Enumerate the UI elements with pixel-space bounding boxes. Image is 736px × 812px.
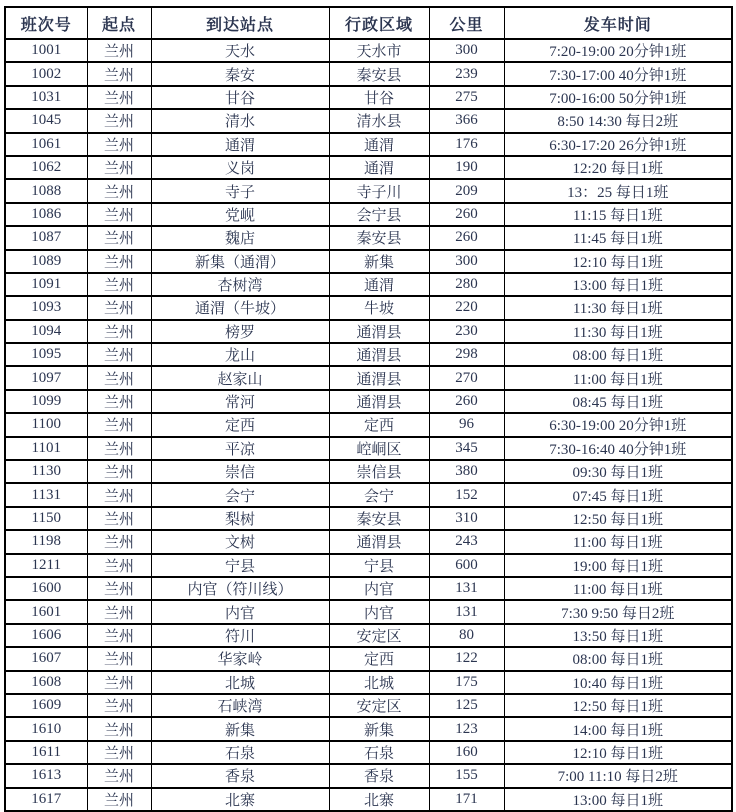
route-number-cell: 1099 — [5, 390, 87, 413]
departure-time-cell: 11:30 每日1班 — [504, 296, 732, 319]
origin-cell: 兰州 — [87, 530, 151, 553]
region-cell: 内官 — [329, 600, 429, 623]
region-cell: 通渭县 — [329, 366, 429, 389]
origin-cell: 兰州 — [87, 647, 151, 670]
distance-km-cell: 152 — [429, 483, 504, 506]
departure-time-cell: 08:00 每日1班 — [504, 343, 732, 366]
table-row — [5, 133, 732, 156]
origin-cell: 兰州 — [87, 390, 151, 413]
region-cell: 寺子川 — [329, 179, 429, 202]
distance-km-cell: 243 — [429, 530, 504, 553]
table-row — [5, 39, 732, 62]
origin-cell: 兰州 — [87, 296, 151, 319]
table-row — [5, 366, 732, 389]
origin-cell: 兰州 — [87, 250, 151, 273]
departure-time-cell: 6:30-17:20 26分钟1班 — [504, 133, 732, 156]
table-row — [5, 156, 732, 179]
distance-km-cell: 310 — [429, 507, 504, 530]
route-number-cell: 1198 — [5, 530, 87, 553]
route-number-cell: 1088 — [5, 179, 87, 202]
origin-cell: 兰州 — [87, 343, 151, 366]
origin-cell: 兰州 — [87, 717, 151, 740]
route-number-cell: 1091 — [5, 273, 87, 296]
departure-time-cell: 12:20 每日1班 — [504, 156, 732, 179]
route-number-cell: 1611 — [5, 741, 87, 764]
origin-cell: 兰州 — [87, 460, 151, 483]
table-row — [5, 320, 732, 343]
route-number-cell: 1609 — [5, 694, 87, 717]
route-number-cell: 1031 — [5, 86, 87, 109]
table-row — [5, 788, 732, 811]
table-row — [5, 226, 732, 249]
destination-cell: 通渭（牛坡） — [151, 296, 329, 319]
destination-cell: 梨树 — [151, 507, 329, 530]
region-cell: 通渭县 — [329, 530, 429, 553]
distance-km-cell: 600 — [429, 554, 504, 577]
destination-cell: 平凉 — [151, 437, 329, 460]
table-row — [5, 250, 732, 273]
region-cell: 崇信县 — [329, 460, 429, 483]
header-distance-km: 公里 — [429, 7, 504, 39]
table-row — [5, 437, 732, 460]
route-number-cell: 1608 — [5, 671, 87, 694]
distance-km-cell: 125 — [429, 694, 504, 717]
origin-cell: 兰州 — [87, 62, 151, 85]
distance-km-cell: 190 — [429, 156, 504, 179]
origin-cell: 兰州 — [87, 320, 151, 343]
route-number-cell: 1101 — [5, 437, 87, 460]
departure-time-cell: 14:00 每日1班 — [504, 717, 732, 740]
departure-time-cell: 7:30 9:50 每日2班 — [504, 600, 732, 623]
distance-km-cell: 239 — [429, 62, 504, 85]
route-number-cell: 1130 — [5, 460, 87, 483]
region-cell: 通渭县 — [329, 343, 429, 366]
distance-km-cell: 160 — [429, 741, 504, 764]
distance-km-cell: 131 — [429, 577, 504, 600]
origin-cell: 兰州 — [87, 86, 151, 109]
destination-cell: 华家岭 — [151, 647, 329, 670]
table-row — [5, 600, 732, 623]
departure-time-cell: 09:30 每日1班 — [504, 460, 732, 483]
distance-km-cell: 260 — [429, 390, 504, 413]
departure-time-cell: 11:15 每日1班 — [504, 203, 732, 226]
destination-cell: 新集 — [151, 717, 329, 740]
region-cell: 内官 — [329, 577, 429, 600]
header-departure-time: 发车时间 — [504, 7, 732, 39]
bus-schedule-container — [4, 6, 731, 812]
region-cell: 秦安县 — [329, 507, 429, 530]
origin-cell: 兰州 — [87, 764, 151, 787]
departure-time-cell: 19:00 每日1班 — [504, 554, 732, 577]
distance-km-cell: 280 — [429, 273, 504, 296]
departure-time-cell: 12:10 每日1班 — [504, 741, 732, 764]
departure-time-cell: 7:30-16:40 40分钟1班 — [504, 437, 732, 460]
departure-time-cell: 13:00 每日1班 — [504, 273, 732, 296]
route-number-cell: 1087 — [5, 226, 87, 249]
table-row — [5, 179, 732, 202]
destination-cell: 会宁 — [151, 483, 329, 506]
destination-cell: 石泉 — [151, 741, 329, 764]
destination-cell: 常河 — [151, 390, 329, 413]
table-row — [5, 717, 732, 740]
distance-km-cell: 171 — [429, 788, 504, 811]
departure-time-cell: 7:30-17:00 40分钟1班 — [504, 62, 732, 85]
distance-km-cell: 155 — [429, 764, 504, 787]
table-row — [5, 507, 732, 530]
origin-cell: 兰州 — [87, 226, 151, 249]
departure-time-cell: 11:00 每日1班 — [504, 366, 732, 389]
route-number-cell: 1095 — [5, 343, 87, 366]
route-number-cell: 1613 — [5, 764, 87, 787]
destination-cell: 龙山 — [151, 343, 329, 366]
distance-km-cell: 96 — [429, 413, 504, 436]
departure-time-cell: 11:00 每日1班 — [504, 530, 732, 553]
origin-cell: 兰州 — [87, 694, 151, 717]
table-row — [5, 62, 732, 85]
table-row — [5, 694, 732, 717]
distance-km-cell: 275 — [429, 86, 504, 109]
region-cell: 安定区 — [329, 694, 429, 717]
destination-cell: 寺子 — [151, 179, 329, 202]
departure-time-cell: 08:00 每日1班 — [504, 647, 732, 670]
region-cell: 会宁县 — [329, 203, 429, 226]
route-number-cell: 1100 — [5, 413, 87, 436]
region-cell: 定西 — [329, 647, 429, 670]
distance-km-cell: 131 — [429, 600, 504, 623]
distance-km-cell: 270 — [429, 366, 504, 389]
table-row — [5, 273, 732, 296]
table-row — [5, 413, 732, 436]
region-cell: 天水市 — [329, 39, 429, 62]
table-row — [5, 764, 732, 787]
distance-km-cell: 260 — [429, 203, 504, 226]
departure-time-cell: 12:10 每日1班 — [504, 250, 732, 273]
origin-cell: 兰州 — [87, 741, 151, 764]
destination-cell: 北城 — [151, 671, 329, 694]
destination-cell: 新集（通渭） — [151, 250, 329, 273]
origin-cell: 兰州 — [87, 366, 151, 389]
departure-time-cell: 11:00 每日1班 — [504, 577, 732, 600]
departure-time-cell: 13：25 每日1班 — [504, 179, 732, 202]
origin-cell: 兰州 — [87, 203, 151, 226]
distance-km-cell: 298 — [429, 343, 504, 366]
route-number-cell: 1610 — [5, 717, 87, 740]
region-cell: 安定区 — [329, 624, 429, 647]
route-number-cell: 1600 — [5, 577, 87, 600]
origin-cell: 兰州 — [87, 788, 151, 811]
departure-time-cell: 13:00 每日1班 — [504, 788, 732, 811]
origin-cell: 兰州 — [87, 554, 151, 577]
departure-time-cell: 12:50 每日1班 — [504, 507, 732, 530]
bus-schedule-table — [4, 6, 733, 812]
departure-time-cell: 8:50 14:30 每日2班 — [504, 109, 732, 132]
region-cell: 通渭 — [329, 133, 429, 156]
departure-time-cell: 08:45 每日1班 — [504, 390, 732, 413]
table-row — [5, 530, 732, 553]
route-number-cell: 1097 — [5, 366, 87, 389]
region-cell: 新集 — [329, 250, 429, 273]
header-route-number: 班次号 — [5, 7, 87, 39]
departure-time-cell: 7:00 11:10 每日2班 — [504, 764, 732, 787]
departure-time-cell: 6:30-19:00 20分钟1班 — [504, 413, 732, 436]
route-number-cell: 1607 — [5, 647, 87, 670]
destination-cell: 秦安 — [151, 62, 329, 85]
route-number-cell: 1062 — [5, 156, 87, 179]
table-row — [5, 624, 732, 647]
region-cell: 通渭 — [329, 273, 429, 296]
origin-cell: 兰州 — [87, 437, 151, 460]
origin-cell: 兰州 — [87, 39, 151, 62]
distance-km-cell: 300 — [429, 39, 504, 62]
destination-cell: 甘谷 — [151, 86, 329, 109]
region-cell: 通渭 — [329, 156, 429, 179]
table-row — [5, 296, 732, 319]
destination-cell: 清水 — [151, 109, 329, 132]
destination-cell: 符川 — [151, 624, 329, 647]
departure-time-cell: 12:50 每日1班 — [504, 694, 732, 717]
origin-cell: 兰州 — [87, 413, 151, 436]
table-row — [5, 460, 732, 483]
table-row — [5, 647, 732, 670]
distance-km-cell: 260 — [429, 226, 504, 249]
origin-cell: 兰州 — [87, 273, 151, 296]
departure-time-cell: 13:50 每日1班 — [504, 624, 732, 647]
distance-km-cell: 345 — [429, 437, 504, 460]
region-cell: 通渭县 — [329, 390, 429, 413]
route-number-cell: 1131 — [5, 483, 87, 506]
route-number-cell: 1045 — [5, 109, 87, 132]
destination-cell: 党岘 — [151, 203, 329, 226]
header-destination: 到达站点 — [151, 7, 329, 39]
region-cell: 定西 — [329, 413, 429, 436]
header-region: 行政区域 — [329, 7, 429, 39]
distance-km-cell: 123 — [429, 717, 504, 740]
destination-cell: 定西 — [151, 413, 329, 436]
table-row — [5, 671, 732, 694]
destination-cell: 魏店 — [151, 226, 329, 249]
region-cell: 石泉 — [329, 741, 429, 764]
header-row — [5, 7, 732, 39]
distance-km-cell: 366 — [429, 109, 504, 132]
origin-cell: 兰州 — [87, 600, 151, 623]
region-cell: 甘谷 — [329, 86, 429, 109]
region-cell: 清水县 — [329, 109, 429, 132]
destination-cell: 北寨 — [151, 788, 329, 811]
origin-cell: 兰州 — [87, 624, 151, 647]
header-origin: 起点 — [87, 7, 151, 39]
route-number-cell: 1061 — [5, 133, 87, 156]
route-number-cell: 1093 — [5, 296, 87, 319]
origin-cell: 兰州 — [87, 109, 151, 132]
region-cell: 北城 — [329, 671, 429, 694]
distance-km-cell: 176 — [429, 133, 504, 156]
distance-km-cell: 380 — [429, 460, 504, 483]
departure-time-cell: 7:00-16:00 50分钟1班 — [504, 86, 732, 109]
destination-cell: 赵家山 — [151, 366, 329, 389]
route-number-cell: 1617 — [5, 788, 87, 811]
origin-cell: 兰州 — [87, 507, 151, 530]
table-row — [5, 343, 732, 366]
destination-cell: 天水 — [151, 39, 329, 62]
region-cell: 北寨 — [329, 788, 429, 811]
origin-cell: 兰州 — [87, 133, 151, 156]
destination-cell: 杏树湾 — [151, 273, 329, 296]
destination-cell: 崇信 — [151, 460, 329, 483]
departure-time-cell: 10:40 每日1班 — [504, 671, 732, 694]
region-cell: 新集 — [329, 717, 429, 740]
route-number-cell: 1211 — [5, 554, 87, 577]
departure-time-cell: 7:20-19:00 20分钟1班 — [504, 39, 732, 62]
table-row — [5, 86, 732, 109]
route-number-cell: 1089 — [5, 250, 87, 273]
table-row — [5, 483, 732, 506]
distance-km-cell: 230 — [429, 320, 504, 343]
region-cell: 通渭县 — [329, 320, 429, 343]
origin-cell: 兰州 — [87, 179, 151, 202]
region-cell: 会宁 — [329, 483, 429, 506]
route-number-cell: 1601 — [5, 600, 87, 623]
route-number-cell: 1094 — [5, 320, 87, 343]
destination-cell: 宁县 — [151, 554, 329, 577]
table-row — [5, 203, 732, 226]
origin-cell: 兰州 — [87, 483, 151, 506]
distance-km-cell: 122 — [429, 647, 504, 670]
distance-km-cell: 209 — [429, 179, 504, 202]
region-cell: 崆峒区 — [329, 437, 429, 460]
route-number-cell: 1606 — [5, 624, 87, 647]
route-number-cell: 1002 — [5, 62, 87, 85]
destination-cell: 义岗 — [151, 156, 329, 179]
route-number-cell: 1086 — [5, 203, 87, 226]
table-row — [5, 577, 732, 600]
route-number-cell: 1150 — [5, 507, 87, 530]
table-row — [5, 741, 732, 764]
region-cell: 秦安县 — [329, 62, 429, 85]
table-row — [5, 554, 732, 577]
distance-km-cell: 175 — [429, 671, 504, 694]
origin-cell: 兰州 — [87, 577, 151, 600]
destination-cell: 通渭 — [151, 133, 329, 156]
destination-cell: 石峡湾 — [151, 694, 329, 717]
distance-km-cell: 300 — [429, 250, 504, 273]
table-body — [5, 39, 732, 811]
departure-time-cell: 11:30 每日1班 — [504, 320, 732, 343]
destination-cell: 榜罗 — [151, 320, 329, 343]
origin-cell: 兰州 — [87, 156, 151, 179]
route-number-cell: 1001 — [5, 39, 87, 62]
table-row — [5, 390, 732, 413]
region-cell: 宁县 — [329, 554, 429, 577]
region-cell: 牛坡 — [329, 296, 429, 319]
distance-km-cell: 220 — [429, 296, 504, 319]
table-row — [5, 109, 732, 132]
departure-time-cell: 07:45 每日1班 — [504, 483, 732, 506]
destination-cell: 文树 — [151, 530, 329, 553]
region-cell: 香泉 — [329, 764, 429, 787]
destination-cell: 内官（符川线） — [151, 577, 329, 600]
departure-time-cell: 11:45 每日1班 — [504, 226, 732, 249]
destination-cell: 香泉 — [151, 764, 329, 787]
origin-cell: 兰州 — [87, 671, 151, 694]
region-cell: 秦安县 — [329, 226, 429, 249]
distance-km-cell: 80 — [429, 624, 504, 647]
destination-cell: 内官 — [151, 600, 329, 623]
